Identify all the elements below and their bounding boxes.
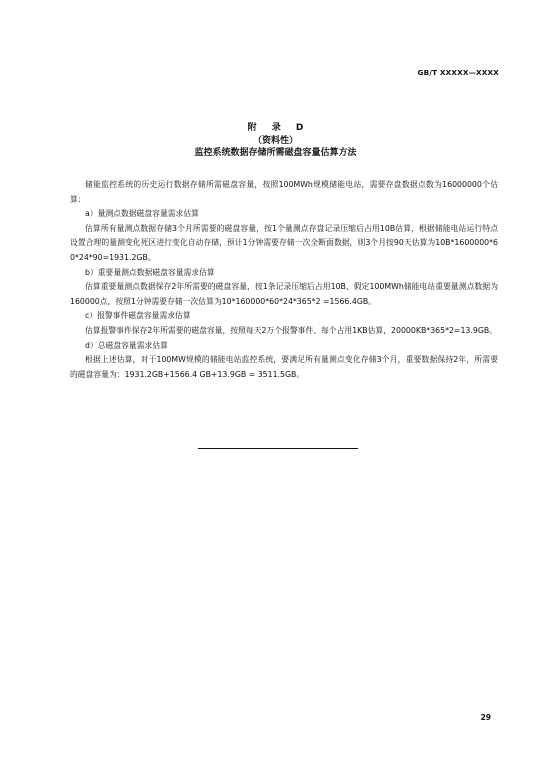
section-a-title: a）量测点数据磁盘容量需求估算 bbox=[85, 209, 199, 219]
annex-nature: （资料性） bbox=[252, 135, 298, 146]
section-b-body: 估算重要量测点数据保存2年所需要的磁盘容量，按1条记录压缩后占用10B、假定100MWh储能电站重要量测点数据为160000点，按照1分钟需要存储一次估算为10*160000*60*24*365*2 =1566.4GB。 bbox=[70, 282, 498, 306]
annex-heading bbox=[0, 122, 551, 160]
section-c-title: c）报警事件磁盘容量需求估算 bbox=[85, 311, 191, 321]
section-b-title: b）重要量测点数据磁盘容量需求估算 bbox=[85, 267, 215, 277]
standard-code: GB/T XXXXX—XXXX bbox=[417, 68, 499, 77]
intro-paragraph: 储能监控系统的历史运行数据存储所需磁盘容量，按照100MWh规模储能电站，需要存盘数据点数为16000000个估算： bbox=[70, 180, 498, 204]
section-a-body: 估算所有量测点数据存储3个月所需要的磁盘容量，按1个量测点存盘记录压缩后占用10B估算，根据储能电站运行特点设置合理的量测变化死区进行变化自动存储，预计1分钟需要存储一次全断面数据，则3个月按90天估算为10B*1600000*60*24*90=1931.2GB。 bbox=[70, 223, 498, 262]
annex-title: 附 录 D bbox=[247, 123, 310, 133]
section-c-body: 估算报警事件保存2年所需要的磁盘容量，按照每天2万个报警事件、每个占用1KB估算，20000KB*365*2=13.9GB。 bbox=[85, 325, 498, 335]
annex-body bbox=[70, 178, 498, 382]
annex-subject: 监控系统数据存储所需磁盘容量估算方法 bbox=[194, 148, 357, 158]
end-divider bbox=[198, 448, 358, 449]
section-d-title: d）总磁盘容量需求估算 bbox=[85, 340, 168, 350]
page-number: 29 bbox=[480, 713, 491, 722]
section-d-body: 根据上述估算，对于100MW规模的储能电站监控系统，要满足所有量测点变化存储3个月，重要数据保持2年，所需要的磁盘容量为：1931.2GB+1566.4 GB+13.9GB = 3511.5GB。 bbox=[70, 355, 498, 379]
